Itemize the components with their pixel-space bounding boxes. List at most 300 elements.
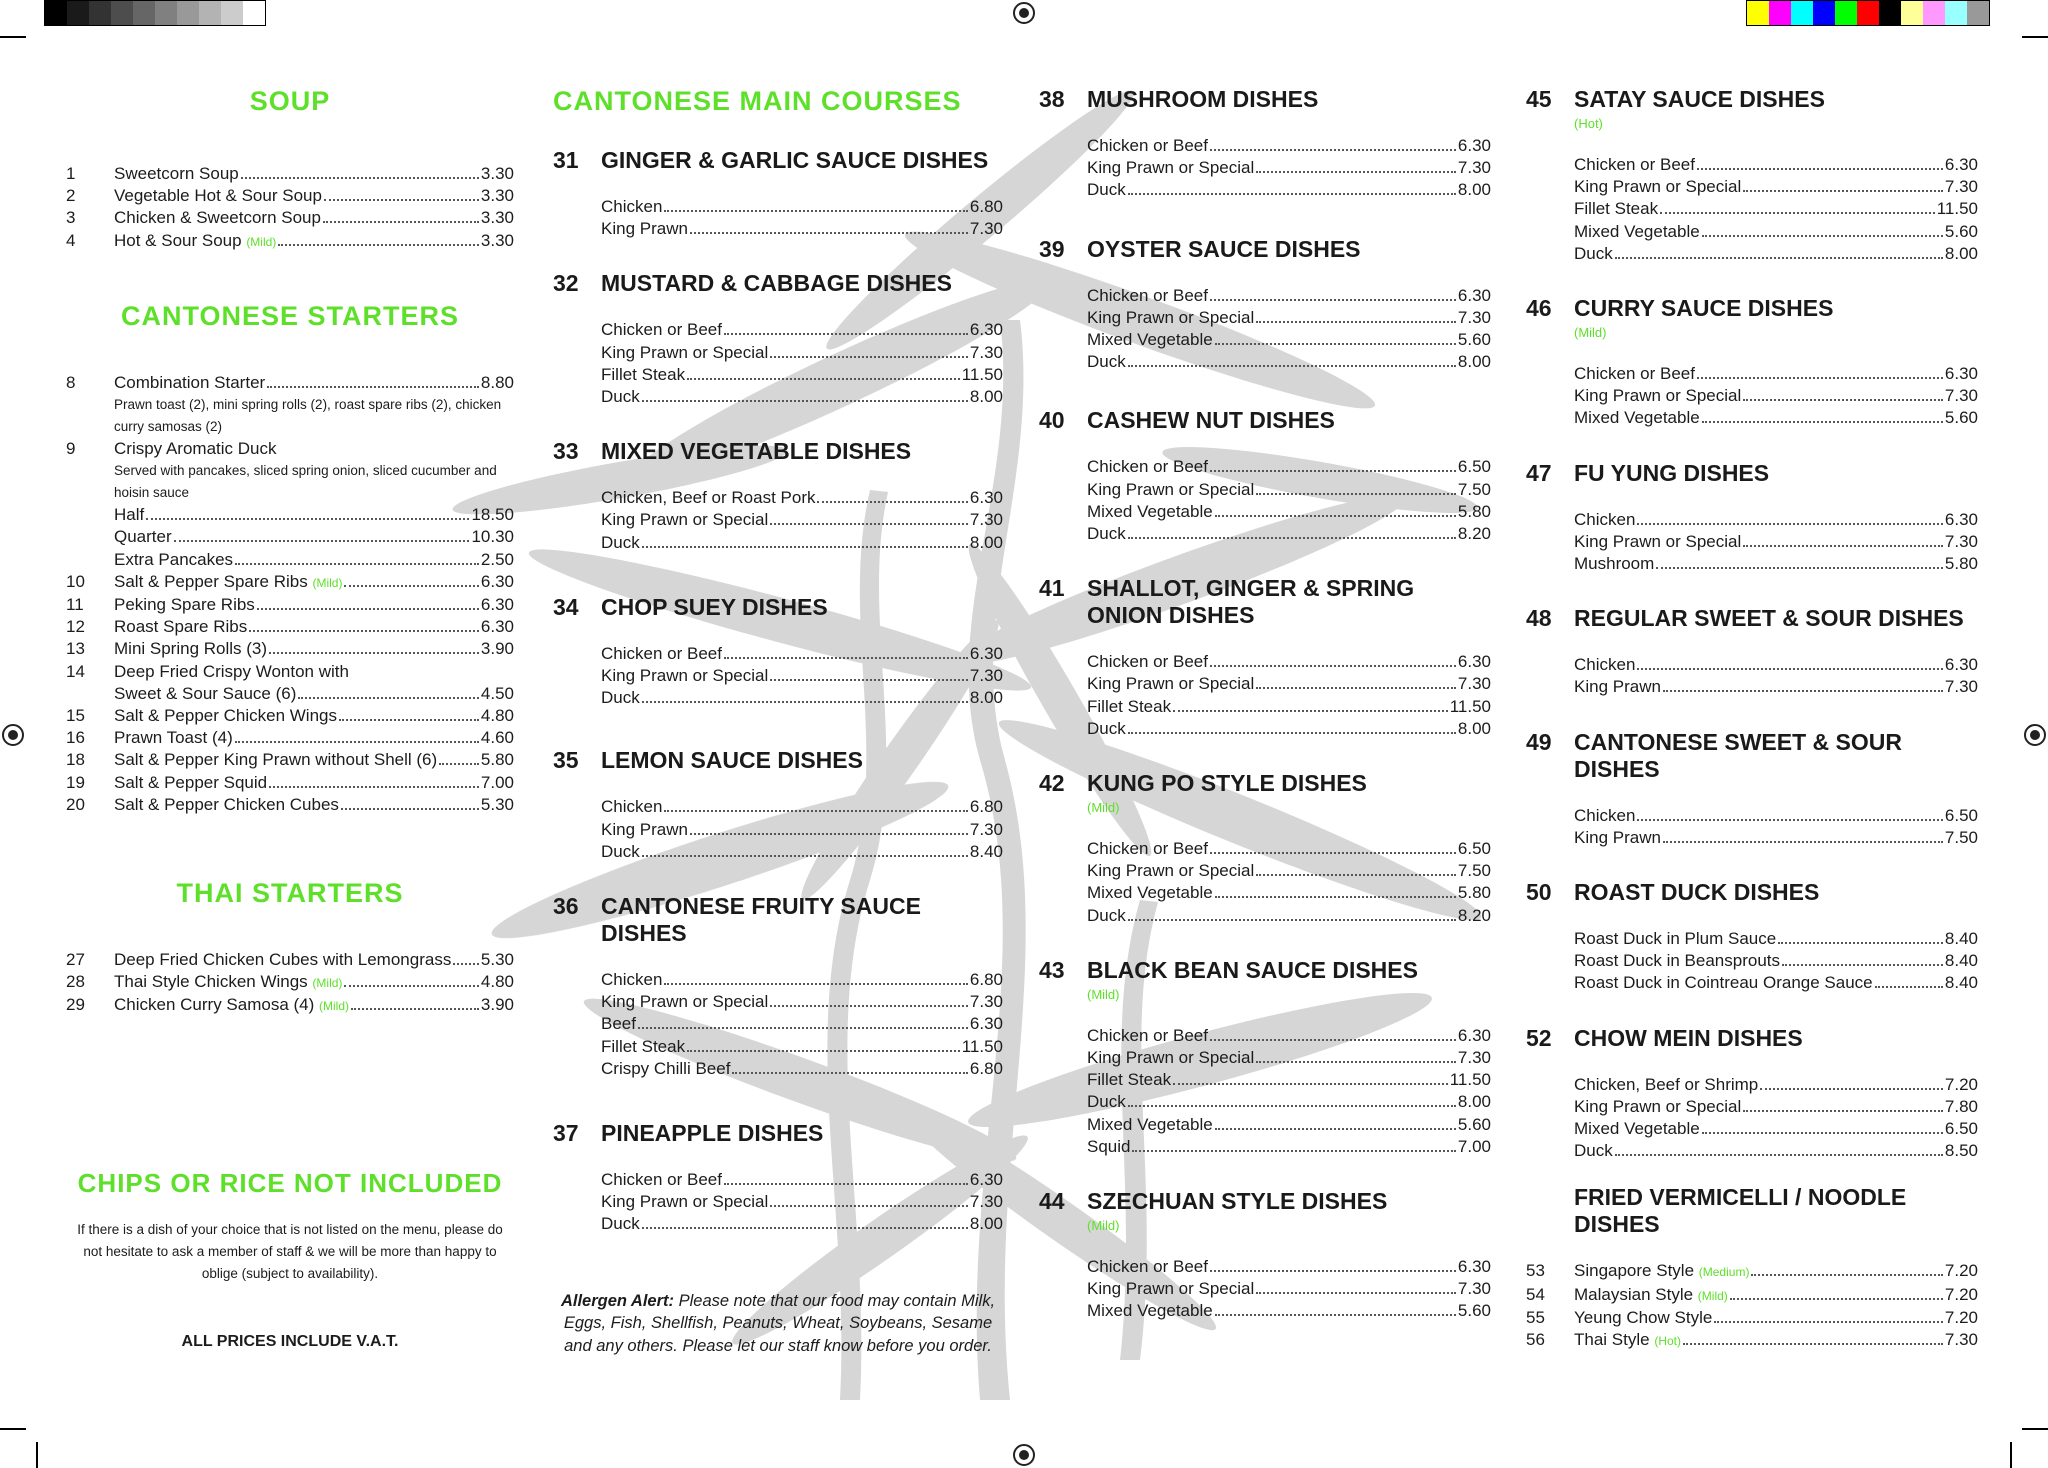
menu-section — [553, 147, 1003, 240]
dot-leader — [324, 199, 479, 201]
menu-item — [601, 1169, 1003, 1191]
item-name: Chicken — [1574, 655, 1636, 675]
item-number: 8 — [66, 372, 76, 392]
item-price: 7.00 — [1457, 1136, 1491, 1156]
item-name: Chicken — [1574, 805, 1636, 825]
menu-item — [1087, 285, 1491, 307]
item-name: Chicken or Beef — [1087, 652, 1208, 672]
section-title: FRIED VERMICELLI / NOODLE DISHES — [1574, 1184, 1907, 1238]
section-heading — [1039, 86, 1491, 113]
dot-leader — [351, 1008, 479, 1010]
item-name: King Prawn or Special — [1574, 177, 1742, 197]
menu-item — [601, 643, 1003, 665]
item-price: 7.20 — [1944, 1307, 1978, 1327]
dot-leader — [298, 697, 479, 699]
menu-section — [553, 270, 1003, 408]
menu-section — [553, 438, 1003, 554]
menu-item — [1087, 651, 1491, 673]
item-name: Duck — [1087, 180, 1126, 200]
item-name: King Prawn or Special — [1087, 1279, 1255, 1299]
dot-leader — [323, 221, 479, 223]
item-price: 8.50 — [1944, 1141, 1978, 1161]
item-description: Prawn toast (2), mini spring rolls (2), roast spare ribs (2), chicken curry samosas (2) — [114, 397, 502, 435]
menu-section — [553, 594, 1003, 710]
menu-item — [1087, 307, 1491, 329]
section-title: SZECHUAN STYLE DISHES — [1087, 1188, 1388, 1215]
menu-item — [601, 196, 1003, 218]
item-price: 5.80 — [1457, 501, 1491, 521]
item-price: 6.80 — [969, 197, 1003, 216]
menu-item — [66, 971, 514, 994]
item-price: 2.50 — [480, 549, 514, 569]
menu-item — [601, 218, 1003, 240]
item-name: Extra Pancakes — [114, 549, 234, 569]
section-items — [1574, 509, 1978, 576]
item-price: 8.20 — [1457, 905, 1491, 925]
item-price: 7.30 — [1944, 531, 1978, 551]
spice-label: (Mild) — [319, 999, 350, 1014]
menu-item — [601, 991, 1003, 1013]
item-number: 11 — [66, 595, 84, 615]
item-price: 11.50 — [1449, 1070, 1491, 1090]
dot-leader — [1743, 1110, 1943, 1112]
section-heading — [1526, 729, 1978, 783]
section-heading — [1039, 407, 1491, 434]
item-price: 5.30 — [480, 950, 514, 970]
item-price: 6.30 — [969, 1014, 1003, 1034]
section-number: 48 — [1526, 605, 1552, 632]
item-number: 54 — [1526, 1284, 1545, 1304]
dot-leader — [642, 855, 968, 857]
item-price: 4.50 — [480, 683, 514, 703]
allergen-label: Allergen Alert: — [560, 1291, 675, 1310]
section-number: 42 — [1039, 770, 1065, 797]
section-heading — [1526, 460, 1978, 487]
item-price: 7.50 — [1457, 479, 1491, 499]
dot-leader — [267, 386, 479, 388]
menu-item — [1087, 351, 1491, 373]
menu-section — [1039, 236, 1491, 374]
section-heading — [1039, 1188, 1491, 1215]
menu-item — [1087, 157, 1491, 179]
section-heading — [553, 270, 1003, 297]
item-price: 6.30 — [1457, 652, 1491, 672]
item-price: 7.30 — [969, 666, 1003, 686]
item-price: 5.60 — [1944, 221, 1978, 241]
item-name: King Prawn or Special — [601, 992, 769, 1012]
item-name: Chicken or Beef — [1087, 1025, 1208, 1045]
item-number: 29 — [66, 995, 85, 1015]
item-price: 8.00 — [969, 688, 1003, 708]
dot-leader — [1256, 1061, 1456, 1063]
item-name: Fillet Steak — [1087, 1070, 1172, 1090]
menu-item — [1574, 928, 1978, 950]
menu-item — [66, 185, 514, 207]
item-number: 3 — [66, 208, 76, 228]
dot-leader — [817, 501, 967, 503]
item-price: 3.30 — [480, 164, 514, 183]
dot-leader — [269, 786, 479, 788]
item-name: Combination Starter — [114, 372, 266, 392]
menu-item — [1087, 673, 1491, 695]
dot-leader — [1702, 421, 1943, 423]
menu-item — [66, 163, 514, 185]
menu-item — [1526, 1260, 1978, 1283]
item-name: Mixed Vegetable — [1574, 221, 1700, 241]
menu-item — [66, 705, 514, 727]
item-name: Mixed Vegetable — [1574, 1119, 1700, 1139]
item-price: 8.00 — [1457, 352, 1491, 372]
section-title: CHOW MEIN DISHES — [1574, 1024, 1803, 1051]
section-items — [1574, 1074, 1978, 1163]
menu-section — [1526, 86, 1978, 265]
section-heading — [553, 1120, 1003, 1147]
spice-label: (Mild) — [246, 234, 277, 249]
item-price: 5.60 — [1457, 1301, 1491, 1321]
section-number: 47 — [1526, 459, 1552, 486]
menu-item — [1087, 523, 1491, 545]
item-price: 8.20 — [1457, 524, 1491, 544]
dot-leader — [344, 985, 478, 987]
menu-item — [66, 749, 514, 771]
item-price: 6.30 — [480, 595, 514, 615]
menu-item — [114, 549, 514, 571]
item-name: Fillet Steak — [601, 1036, 686, 1056]
item-name: Mixed Vegetable — [1574, 408, 1700, 428]
item-number: 4 — [66, 230, 76, 250]
item-name: Chicken — [601, 797, 663, 817]
section-heading — [553, 147, 1003, 174]
dot-leader — [278, 244, 479, 246]
item-number: 28 — [66, 972, 85, 992]
item-price: 6.30 — [969, 320, 1003, 340]
item-number: 19 — [66, 772, 85, 792]
vat-note: ALL PRICES INCLUDE V.A.T. — [181, 1332, 399, 1350]
section-title: LEMON SAUCE DISHES — [601, 747, 863, 774]
spice-label: (Hot) — [1574, 116, 1603, 131]
menu-section — [553, 747, 1003, 863]
section-heading — [1526, 295, 1978, 322]
section-items — [601, 643, 1003, 710]
menu-section — [1526, 460, 1978, 576]
dot-leader — [1210, 665, 1456, 667]
menu-item-continued — [114, 683, 514, 705]
spice-label: (Mild) — [1697, 1288, 1728, 1303]
dot-leader — [642, 1227, 968, 1229]
item-name: Chicken — [1574, 509, 1636, 529]
dot-leader — [146, 518, 469, 520]
dot-leader — [642, 546, 968, 548]
item-price: 18.50 — [471, 505, 514, 525]
menu-item — [1087, 1256, 1491, 1278]
section-items — [1087, 1025, 1491, 1158]
item-number: 2 — [66, 186, 76, 206]
section-number: 34 — [553, 593, 579, 620]
menu-item — [1574, 243, 1978, 265]
item-name: Fillet Steak — [1087, 696, 1172, 716]
dot-leader — [1215, 896, 1456, 898]
item-price: 6.30 — [480, 617, 514, 637]
section-number: 40 — [1039, 407, 1065, 434]
item-price: 8.40 — [1944, 951, 1978, 971]
dot-leader — [1210, 1270, 1456, 1272]
registration-target-icon — [2, 724, 24, 746]
menu-item — [1574, 198, 1978, 220]
item-name: King Prawn or Special — [1087, 861, 1255, 881]
item-name: King Prawn or Special — [1087, 674, 1255, 694]
chips-note: If there is a dish of your choice that is not listed on the menu, please do not hesitate to ask a member of staff & we will be more than happy to oblige (subject to availability). — [77, 1221, 503, 1281]
menu-item — [66, 594, 514, 616]
item-price: 4.80 — [480, 706, 514, 726]
menu-item — [114, 504, 514, 526]
section-heading — [553, 747, 1003, 774]
item-price: 6.30 — [1457, 285, 1491, 305]
allergen-alert — [553, 1290, 1003, 1358]
menu-item — [601, 1036, 1003, 1058]
item-name: Crispy Aromatic Duck — [114, 439, 277, 459]
item-price: 8.00 — [1457, 1092, 1491, 1112]
item-name: King Prawn — [601, 219, 688, 239]
dot-leader — [1714, 1321, 1943, 1323]
dot-leader — [1743, 545, 1943, 547]
item-price: 6.80 — [969, 797, 1003, 817]
chips-rice-heading: CHIPS OR RICE NOT INCLUDED — [77, 1167, 503, 1198]
item-name: Roast Duck in Beansprouts — [1574, 951, 1780, 971]
menu-item — [601, 1058, 1003, 1080]
section-number: 52 — [1526, 1024, 1552, 1051]
dot-leader — [174, 540, 470, 542]
item-name: Duck — [601, 688, 640, 708]
dot-leader — [1875, 986, 1943, 988]
item-name: Chicken or Beef — [1574, 155, 1695, 174]
menu-item — [1087, 718, 1491, 740]
item-price: 5.80 — [1457, 883, 1491, 903]
item-name: Yeung Chow Style — [1574, 1307, 1713, 1327]
menu-section — [1039, 407, 1491, 545]
item-price: 5.30 — [480, 794, 514, 814]
item-name: Deep Fried Chicken Cubes with Lemongrass — [114, 950, 452, 970]
starters-items-2 — [66, 705, 514, 816]
item-price: 5.60 — [1457, 1114, 1491, 1134]
menu-item — [1574, 827, 1978, 849]
dot-leader — [687, 1050, 960, 1052]
dot-leader — [1256, 687, 1456, 689]
item-name: Mushroom — [1574, 554, 1655, 574]
menu-item — [601, 1191, 1003, 1213]
item-price: 8.40 — [1944, 929, 1978, 949]
dot-leader — [1637, 523, 1942, 525]
menu-item — [601, 386, 1003, 408]
menu-section — [1039, 86, 1491, 202]
item-price: 5.80 — [1944, 554, 1978, 574]
item-price: 8.00 — [1457, 180, 1491, 200]
column-4-sections — [1526, 86, 1978, 1162]
section-title: OYSTER SAUCE DISHES — [1087, 235, 1361, 262]
dot-leader — [770, 356, 968, 358]
dot-leader — [724, 657, 968, 659]
item-name: Salt & Pepper King Prawn without Shell (6) — [114, 750, 438, 770]
item-price: 6.30 — [1457, 1025, 1491, 1045]
menu-item — [601, 532, 1003, 554]
crop-mark — [2022, 1428, 2048, 1430]
menu-section — [1526, 879, 1978, 995]
item-price: 3.90 — [480, 995, 514, 1015]
section-title: FU YUNG DISHES — [1574, 459, 1770, 486]
section-title: CURRY SAUCE DISHES — [1574, 295, 1834, 322]
menu-item — [1574, 363, 1978, 385]
crop-mark — [2022, 36, 2048, 38]
item-price: 7.30 — [1457, 158, 1491, 178]
menu-item — [66, 230, 514, 253]
item-price: 11.50 — [1936, 199, 1978, 219]
section-title: SATAY SAUCE DISHES — [1574, 86, 1825, 112]
item-price: 8.40 — [969, 841, 1003, 861]
menu-item — [66, 571, 514, 594]
item-price: 7.20 — [1944, 1284, 1978, 1304]
dot-leader — [1132, 1150, 1455, 1152]
section-number: 32 — [553, 270, 579, 297]
crop-mark — [0, 1428, 26, 1430]
starters-list — [66, 372, 514, 816]
item-price: 7.00 — [480, 772, 514, 792]
item-price: 6.50 — [1944, 805, 1978, 825]
item-price: 5.60 — [1457, 330, 1491, 350]
dot-leader — [1215, 515, 1456, 517]
item-name: Vegetable Hot & Sour Soup — [114, 186, 322, 206]
menu-item — [66, 207, 514, 229]
item-price: 7.30 — [1457, 674, 1491, 694]
item-name: Chicken Curry Samosa (4) (Mild) — [114, 995, 350, 1015]
item-price: 8.80 — [480, 372, 514, 392]
item-number: 16 — [66, 728, 85, 748]
dot-leader — [1702, 235, 1943, 237]
dot-leader — [1128, 732, 1456, 734]
dot-leader — [1256, 171, 1456, 173]
dot-leader — [1210, 852, 1456, 854]
dot-leader — [642, 701, 968, 703]
section-number: 36 — [553, 893, 579, 920]
item-price: 3.30 — [480, 208, 514, 228]
thai-list — [66, 949, 514, 1018]
spice-label: (Mild) — [1574, 325, 1607, 341]
section-items — [1087, 135, 1491, 202]
menu-section — [1039, 1188, 1491, 1323]
section-items — [601, 969, 1003, 1080]
menu-item — [1574, 553, 1978, 575]
menu-item — [66, 372, 514, 394]
item-name: Duck — [601, 841, 640, 861]
spice-label: (Mild) — [1087, 800, 1120, 816]
item-name: King Prawn or Special — [1087, 307, 1255, 327]
section-number: 44 — [1039, 1188, 1065, 1215]
item-number: 13 — [66, 639, 85, 659]
item-name: Sweet & Sour Sauce (6) — [114, 683, 297, 703]
item-name: Chicken or Beef — [1087, 1257, 1208, 1277]
item-price: 7.30 — [969, 510, 1003, 530]
menu-item — [1087, 1278, 1491, 1300]
dot-leader — [1697, 377, 1943, 379]
dot-leader — [732, 1072, 967, 1074]
item-price: 6.80 — [969, 970, 1003, 990]
dot-leader — [1637, 668, 1942, 670]
menu-item — [601, 487, 1003, 509]
dot-leader — [1256, 321, 1456, 323]
section-items — [1574, 805, 1978, 849]
dot-leader — [1128, 537, 1456, 539]
dot-leader — [1730, 1298, 1943, 1300]
menu-item — [1574, 221, 1978, 243]
item-name: Chicken or Beef — [1087, 136, 1208, 155]
menu-section — [1039, 957, 1491, 1158]
column-1 — [66, 86, 514, 1351]
noodle-list — [1526, 1260, 1978, 1352]
section-number: 41 — [1039, 575, 1065, 602]
dot-leader — [638, 1027, 968, 1029]
item-number: 12 — [66, 617, 85, 637]
menu-item — [1087, 696, 1491, 718]
menu-item — [1087, 1091, 1491, 1113]
dot-leader — [1128, 193, 1456, 195]
item-name: Squid — [1087, 1136, 1131, 1156]
item-price: 11.50 — [961, 1036, 1003, 1056]
spice-label: (Mild) — [1087, 1218, 1120, 1234]
item-price: 6.30 — [480, 571, 514, 591]
menu-item — [1087, 479, 1491, 501]
item-number: 10 — [66, 571, 85, 591]
item-price: 6.50 — [1457, 839, 1491, 859]
menu-item — [1526, 1307, 1978, 1329]
dot-leader — [241, 177, 479, 179]
dot-leader — [690, 833, 968, 835]
item-name: King Prawn or Special — [601, 342, 769, 362]
item-name: Beef — [601, 1014, 636, 1034]
item-name: Mixed Vegetable — [1087, 883, 1213, 903]
item-price: 6.30 — [969, 488, 1003, 508]
dot-leader — [1743, 399, 1943, 401]
menu-item — [601, 364, 1003, 386]
dot-leader — [1637, 819, 1942, 821]
registration-target-icon — [1013, 1444, 1035, 1466]
menu-item — [1574, 950, 1978, 972]
menu-section — [1526, 295, 1978, 430]
item-name: Prawn Toast (4) — [114, 728, 233, 748]
menu-item — [601, 819, 1003, 841]
menu-section — [553, 1120, 1003, 1236]
menu-item — [66, 794, 514, 816]
column-3 — [1039, 86, 1491, 1323]
section-title: REGULAR SWEET & SOUR DISHES — [1574, 605, 1964, 632]
item-name: King Prawn or Special — [1574, 1096, 1742, 1116]
crop-mark — [36, 1442, 38, 1468]
section-heading — [553, 893, 1003, 947]
item-number: 53 — [1526, 1261, 1545, 1281]
menu-item — [66, 727, 514, 749]
item-price: 6.50 — [1457, 457, 1491, 477]
item-name: Mixed Vegetable — [1087, 501, 1213, 521]
menu-item — [601, 342, 1003, 364]
item-name: Quarter — [114, 527, 172, 547]
item-name: Mixed Vegetable — [1087, 330, 1213, 350]
item-name: Salt & Pepper Chicken Cubes — [114, 794, 339, 814]
menu-item — [601, 509, 1003, 531]
menu-item — [1574, 654, 1978, 676]
item-price: 7.50 — [1457, 861, 1491, 881]
dot-leader — [1128, 365, 1456, 367]
section-title: PINEAPPLE DISHES — [601, 1120, 824, 1147]
section-heading — [553, 594, 1003, 621]
item-price: 7.20 — [1944, 1074, 1978, 1094]
dot-leader — [1256, 1292, 1456, 1294]
